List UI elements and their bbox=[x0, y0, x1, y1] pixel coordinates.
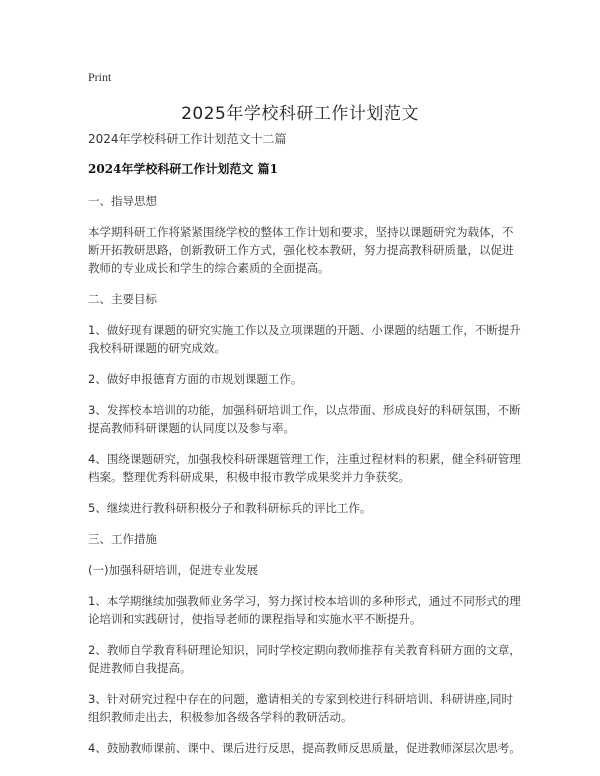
goal-item-4: 4、围绕课题研究，加强我校科研课题管理工作，注重过程材料的积累，健全科研管理档案。整理优秀科研成果，积极申报市教学成果奖并力争获奖。 bbox=[88, 452, 521, 484]
article-subtitle: 2024年学校科研工作计划范文十二篇 bbox=[88, 132, 287, 146]
section-heading-measures: 三、工作措施 bbox=[88, 532, 157, 546]
measure-item-3: 3、针对研究过程中存在的问题，邀请相关的专家到校进行科研培训、科研讲座,同时组织教师走出去，积极参加各级各学科的教研活动。 bbox=[88, 692, 513, 724]
paragraph-guiding-ideology: 本学期科研工作将紧紧围绕学校的整体工作计划和要求，坚持以课题研究为载体，不断开拓教研思路，创新教研工作方式，强化校本教研，努力提高教科研质量，以促进教师的专业成长和学生的综合素质的全面提高。 bbox=[88, 225, 514, 275]
measure-item-1: 1、本学期继续加强教师业务学习，努力探讨校本培训的多种形式，通过不同形式的理论培训和实践研讨，使指导老师的课程指导和实施水平不断提升。 bbox=[88, 594, 521, 626]
article-heading: 2024年学校科研工作计划范文 篇1 bbox=[88, 162, 278, 176]
goal-item-1: 1、做好现有课题的研究实施工作以及立项课题的开题、小课题的结题工作，不断提升我校科研课题的研究成效。 bbox=[88, 323, 521, 355]
goal-item-5: 5、继续进行教科研积极分子和教科研标兵的评比工作。 bbox=[88, 501, 372, 515]
section-heading-guiding-ideology: 一、指导思想 bbox=[88, 194, 157, 208]
goal-item-3: 3、发挥校本培训的功能，加强科研培训工作，以点带面、形成良好的科研氛围，不断提高教师科研课题的认同度以及参与率。 bbox=[88, 403, 521, 435]
measure-item-2: 2、教师自学教育科研理论知识，同时学校定期向教师推荐有关教育科研方面的文章，促进教师自我提高。 bbox=[88, 643, 521, 675]
subsection-heading-training: (一)加强科研培训，促进专业发展 bbox=[88, 563, 258, 577]
goal-item-2: 2、做好申报德育方面的市规划课题工作。 bbox=[88, 372, 303, 386]
article-body bbox=[88, 130, 522, 770]
page-title: 2025年学校科研工作计划范文 bbox=[181, 104, 419, 124]
section-heading-main-goals: 二、主要目标 bbox=[88, 292, 157, 306]
measure-item-4: 4、鼓励教师课前、课中、课后进行反思，提高教师反思质量，促进教师深层次思考。 bbox=[88, 741, 521, 755]
print-link[interactable]: Print bbox=[88, 70, 112, 84]
